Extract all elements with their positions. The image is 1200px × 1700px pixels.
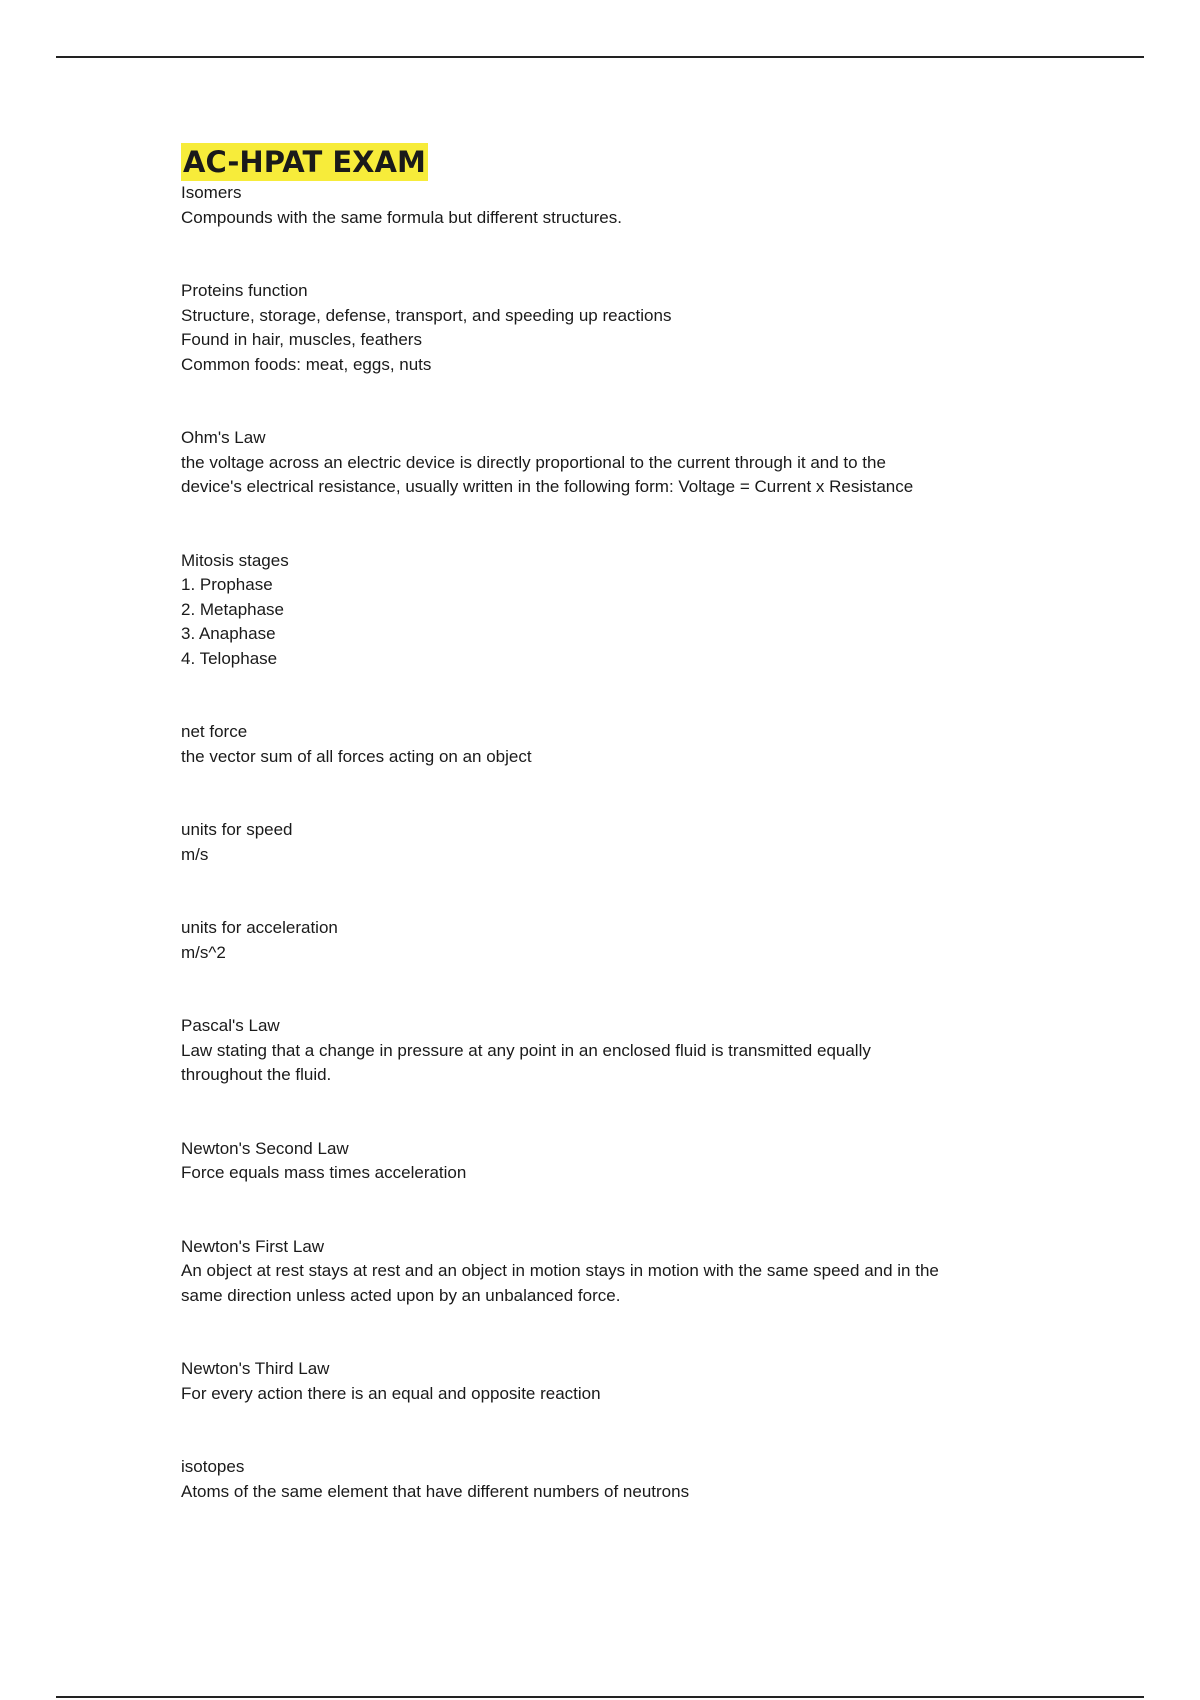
flashcard-definition-line: same direction unless acted upon by an unbalanced force.: [181, 1285, 621, 1305]
flashcard-term: units for speed: [181, 820, 293, 839]
flashcard-entry: [181, 1137, 1061, 1186]
flashcard-definition-line: An object at rest stays at rest and an object in motion stays in motion with the same speed and in the: [181, 1261, 939, 1280]
flashcard-definition-line: Compounds with the same formula but different structures.: [181, 207, 622, 227]
flashcard-definition-line: 2. Metaphase: [181, 599, 285, 619]
flashcard-entry: [181, 720, 1061, 769]
flashcard-definition-line: 4. Telophase: [181, 648, 278, 668]
flashcard-term: Proteins function: [181, 281, 308, 300]
flashcard-term: Isomers: [181, 183, 242, 202]
flashcard-definition-line: device's electrical resistance, usually written in the following form: Voltage = Current x Resistance: [181, 477, 914, 496]
page-bottom-rule: [56, 1696, 1144, 1698]
flashcard-term: net force: [181, 722, 248, 741]
flashcard-entry: [181, 1455, 1061, 1504]
flashcard-entry: [181, 1357, 1061, 1406]
flashcard-entry: [181, 1014, 1061, 1088]
flashcard-definition-line: Found in hair, muscles, feathers: [181, 330, 422, 349]
flashcard-definition-line: throughout the fluid.: [181, 1065, 332, 1084]
flashcard-definition-line: Structure, storage, defense, transport, and speeding up reactions: [181, 305, 672, 325]
flashcard-definition-line: 1. Prophase: [181, 575, 273, 594]
document-title: AC-HPAT EXAM: [183, 145, 426, 179]
page-content: [181, 143, 1061, 1504]
flashcard-term: Pascal's Law: [181, 1016, 280, 1035]
flashcard-definition-line: 3. Anaphase: [181, 624, 276, 643]
flashcard-definition-line: Law stating that a change in pressure at any point in an enclosed fluid is transmitted equally: [181, 1040, 871, 1060]
flashcard-definition-line: For every action there is an equal and opposite reaction: [181, 1383, 601, 1403]
flashcard-term: units for acceleration: [181, 918, 338, 937]
flashcard-entry: [181, 549, 1061, 672]
page-top-rule: [56, 56, 1144, 58]
flashcard-list: [181, 181, 1061, 1504]
flashcard-definition-line: m/s: [181, 844, 209, 864]
flashcard-definition-line: Force equals mass times acceleration: [181, 1163, 467, 1182]
flashcard-definition-line: the vector sum of all forces acting on an object: [181, 746, 532, 766]
flashcard-term: Ohm's Law: [181, 428, 266, 447]
flashcard-term: Newton's Third Law: [181, 1359, 330, 1378]
flashcard-entry: [181, 818, 1061, 867]
flashcard-term: isotopes: [181, 1457, 245, 1476]
flashcard-definition-line: the voltage across an electric device is directly proportional to the current through it and to the: [181, 452, 886, 472]
flashcard-entry: [181, 279, 1061, 377]
flashcard-definition-line: m/s^2: [181, 942, 226, 962]
flashcard-definition-line: Common foods: meat, eggs, nuts: [181, 354, 432, 374]
flashcard-term: Newton's Second Law: [181, 1138, 349, 1158]
flashcard-term: Mitosis stages: [181, 550, 289, 570]
flashcard-definition-line: Atoms of the same element that have different numbers of neutrons: [181, 1481, 690, 1501]
flashcard-entry: [181, 426, 1061, 500]
flashcard-entry: [181, 916, 1061, 965]
flashcard-entry: [181, 181, 1061, 230]
flashcard-entry: [181, 1235, 1061, 1309]
flashcard-term: Newton's First Law: [181, 1236, 325, 1256]
